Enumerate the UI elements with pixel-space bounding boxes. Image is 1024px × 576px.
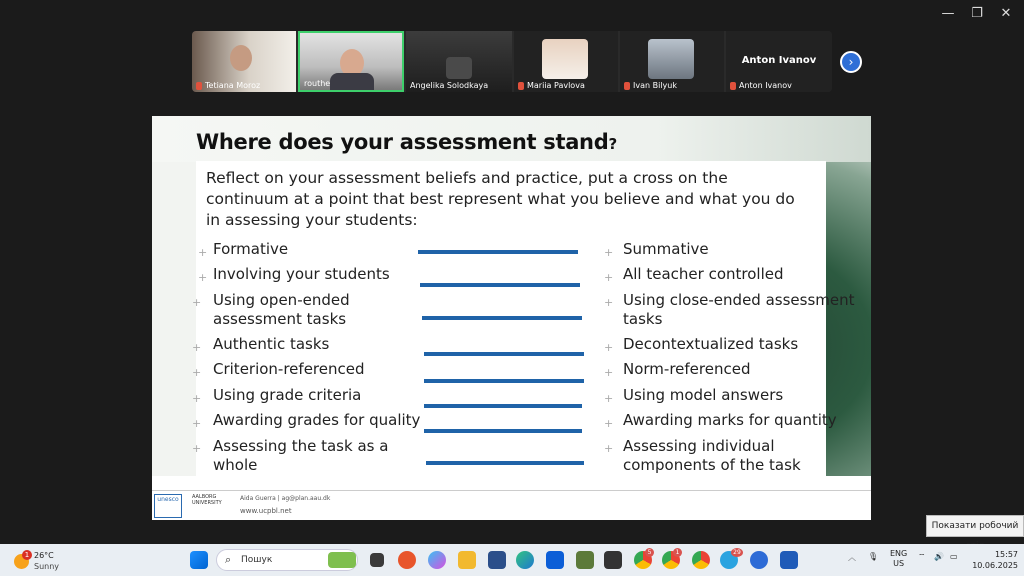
weather-badge: 1 [22,550,32,560]
weather-desc: Sunny [34,562,60,571]
blurred-figure [446,57,472,79]
plus-marker: + [604,417,614,430]
continuum-line [424,429,582,433]
app-icon[interactable] [576,551,594,569]
continuum-left-label: Formative [213,240,289,258]
plus-marker: + [604,296,614,309]
telegram-badge: 29 [731,548,743,557]
participant-strip [192,31,832,92]
camera-app-icon[interactable] [604,551,622,569]
continuum-line [422,316,582,320]
chrome-badge: 5 [645,548,654,557]
plus-marker: + [604,271,614,284]
plus-marker: + [192,366,202,379]
zoom-icon[interactable] [750,551,768,569]
mic-muted-icon [518,82,524,90]
plus-marker: + [192,417,202,430]
continuum-right-label: All teacher controlled [623,265,784,283]
show-desktop-tooltip: Показати робочий [926,515,1024,537]
continuum-line [426,461,584,465]
plus-marker: + [198,246,208,259]
taskbar [0,544,1024,576]
copilot-icon[interactable] [428,551,446,569]
continuum-left-label: Involving your students [213,265,390,283]
file-explorer-icon[interactable] [458,551,476,569]
continuum-right-label: Decontextualized tasks [623,335,799,353]
person-body [330,73,374,92]
weather-widget[interactable] [12,549,92,573]
continuum-left-label: Using open-ended assessment tasks [213,291,350,328]
battery-icon[interactable]: ▭ [950,552,958,561]
volume-icon[interactable]: 🔊 [934,552,944,561]
plus-marker: + [192,442,202,455]
plus-marker: + [604,341,614,354]
continuum-right-label: Using model answers [623,386,784,404]
plus-marker: + [604,366,614,379]
dropbox-icon[interactable] [546,551,564,569]
aalborg-logo: AALBORG UNIVERSITY [192,494,222,506]
mic-muted-icon [730,82,736,90]
continuum-line [420,283,580,287]
participant-name: Anton Ivanov [730,81,792,90]
clock[interactable]: 15:57 10.06.2025 [972,550,1018,570]
participant-display-name: Anton Ivanov [741,55,817,66]
continuum-left-label: Assessing the task as a whole [213,437,389,474]
language-indicator[interactable]: ENG US [890,549,908,568]
shared-slide [152,116,871,520]
participant-name: Mariia Pavlova [518,81,585,90]
minimize-button[interactable]: — [941,6,955,21]
weather-temp: 26°C [34,551,54,560]
participant-name: Ivan Bilyuk [624,81,677,90]
person-face [230,45,252,71]
participant-tile[interactable] [514,31,618,92]
close-button[interactable]: ✕ [1000,6,1012,21]
continuum-right-label: Summative [623,240,709,258]
search-icon: ⌕ [225,553,232,566]
plus-marker: + [192,341,202,354]
plus-marker: + [604,246,614,259]
mic-muted-icon [624,82,630,90]
firefox-icon[interactable] [398,551,416,569]
continuum-line [418,250,578,254]
participant-avatar [542,39,588,79]
edge-icon[interactable] [516,551,534,569]
continuum-right-label: Awarding marks for quantity [623,411,837,429]
participant-tile[interactable] [620,31,724,92]
continuum-right-label: Assessing individual components of the task [623,437,801,474]
maximize-button[interactable]: ❐ [971,6,983,21]
plus-marker: + [604,392,614,405]
footer-contact: Aida Guerra | ag@plan.aau.dk [240,495,331,502]
word-icon[interactable] [780,551,798,569]
slide-footer [152,490,871,520]
chrome-icon[interactable] [692,551,710,569]
participant-tile[interactable] [192,31,296,92]
mic-muted-icon [196,82,202,90]
continuum-line [424,379,584,383]
continuum-left-label: Awarding grades for quality [213,411,421,429]
plus-marker: + [198,271,208,284]
continuum-left-label: Using grade criteria [213,386,362,404]
participant-name: Angelika Solodkaya [410,81,489,90]
windows-start-icon[interactable] [190,551,208,569]
continuum-line [424,352,584,356]
slide-intro-text: Reflect on your assessment beliefs and practice, put a cross on the continuum at a point that best represent what you believe and what you do in assessing your students: [206,169,795,229]
plus-marker: + [192,296,202,309]
participant-tile[interactable] [406,31,512,92]
plus-marker: + [192,392,202,405]
chrome-badge: 1 [673,548,682,557]
microphone-icon[interactable]: 🎙 [868,552,879,561]
participant-name: routhe [304,79,331,88]
participant-tile-active[interactable] [298,31,404,92]
plus-marker: + [604,442,614,455]
b-app-icon[interactable] [488,551,506,569]
bing-game-icon[interactable] [328,552,356,568]
continuum-left-label: Authentic tasks [213,335,330,353]
unesco-logo: unesco [154,494,182,518]
tray-chevron-icon[interactable]: ︿ [848,553,856,562]
continuum-left-label: Criterion-referenced [213,360,365,378]
slide-title: Where does your assessment stand? [196,130,617,154]
footer-url: www.ucpbl.net [240,507,292,515]
participant-name: Tetiana Moroz [196,81,260,90]
search-placeholder: Пошук [241,555,273,565]
continuum-line [424,404,582,408]
participant-avatar [648,39,694,79]
wifi-icon[interactable]: ⌔ [918,552,926,561]
continuum-right-label: Using close-ended assessment tasks [623,291,855,328]
continuum-right-label: Norm-referenced [623,360,751,378]
task-view-icon[interactable] [370,553,384,567]
participant-tile[interactable] [726,31,832,92]
next-participants-button[interactable]: › [840,51,862,73]
